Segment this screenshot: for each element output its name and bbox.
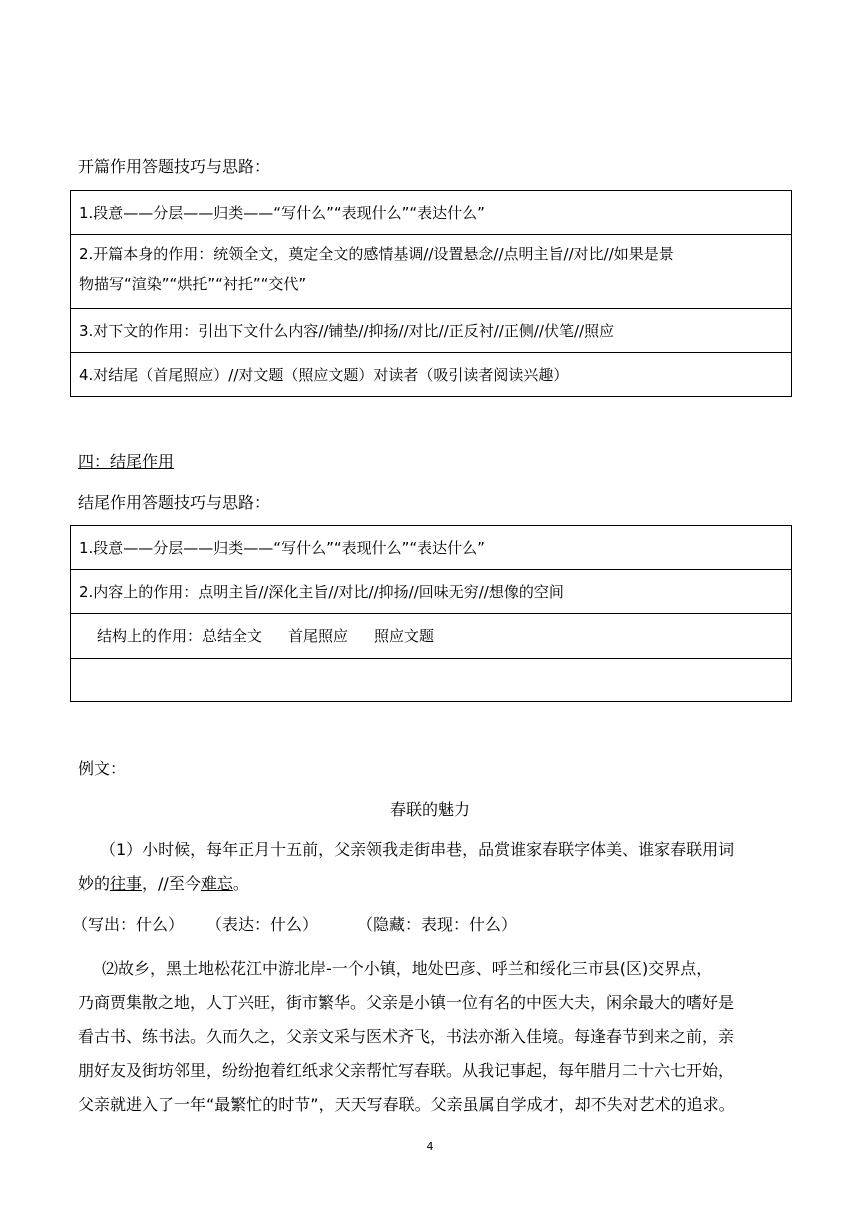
paragraph-line: 乃商贾集散之地，人丁兴旺，街市繁华。父亲是小镇一位有名的中医大夫，闲余最大的嗜好是 [78, 993, 735, 1012]
ending-table [70, 525, 792, 702]
paragraph-2 [78, 952, 794, 1122]
paragraph-line: （1）小时候，每年正月十五前，父亲领我走街串巷，品赏谁家春联字体美、谁家春联用词 [100, 840, 735, 859]
text-run: ，//至今 [142, 874, 201, 893]
essay-title: 春联的魅力 [389, 800, 470, 819]
table-row [71, 659, 791, 701]
ending-heading: 四：结尾作用 [78, 452, 175, 471]
annotation-express: （表达：什么） [206, 915, 319, 934]
underlined-text: 难忘 [200, 874, 233, 893]
annotation-hidden: （隐藏：表现：什么） [357, 915, 518, 934]
table-row [71, 570, 791, 614]
paragraph-line: 朋好友及街坊邻里，纷纷抱着红纸求父亲帮忙写春联。从我记事起，每年腊月二十六七开始， [78, 1061, 735, 1080]
paragraph-line: ⑵故乡，黑土地松花江中游北岸-一个小镇，地处巴彦、呼兰和绥化三市县(区)交界点， [102, 959, 713, 978]
table-cell: 1.段意——分层——归类——“写什么”“表现什么”“表达什么” [79, 539, 485, 557]
table-row [71, 353, 791, 396]
table-cell: 物描写“渲染”“烘托”“衬托”“交代” [79, 275, 307, 293]
opening-intro: 开篇作用答题技巧与思路： [78, 157, 271, 176]
table-cell: 4.对结尾（首尾照应）//对文题（照应文题）对读者（吸引读者阅读兴趣） [79, 366, 569, 384]
page-number: 4 [426, 1140, 434, 1153]
paragraph-line: 看古书、练书法。久而久之，父亲文采与医术齐飞，书法亦渐入佳境。每逢春节到来之前，亲 [78, 1027, 735, 1046]
table-cell: 2.开篇本身的作用：统领全文，奠定全文的感情基调//设置悬念//点明主旨//对比//如果是景 [79, 245, 674, 263]
text-run: 。 [232, 874, 249, 893]
table-cell: 3.对下文的作用：引出下文什么内容//铺垫//抑扬//对比//正反衬//正侧//伏笔//照应 [79, 322, 615, 340]
table-cell [97, 623, 434, 649]
opening-table [70, 190, 792, 397]
structure-effect-label: 结构上的作用：总结全文 [97, 627, 263, 645]
text-run: 妙的 [78, 874, 111, 893]
table-row [71, 191, 791, 235]
table-row [71, 235, 791, 309]
paragraph-line [78, 867, 794, 901]
ending-intro: 结尾作用答题技巧与思路： [78, 493, 271, 512]
example-label: 例文： [78, 759, 127, 778]
table-cell: 2.内容上的作用：点明主旨//深化主旨//对比//抑扬//回味无穷//想像的空间 [79, 583, 564, 601]
table-row [71, 614, 791, 659]
annotation-write: （写出：什么） [72, 915, 185, 934]
table-cell: 1.段意——分层——归类——“写什么”“表现什么”“表达什么” [79, 204, 485, 222]
table-row [71, 309, 791, 353]
underlined-text: 往事 [110, 874, 143, 893]
structure-effect-item: 首尾照应 [288, 627, 349, 645]
paragraph-1 [78, 833, 794, 901]
table-row [71, 526, 791, 570]
structure-effect-item: 照应文题 [374, 627, 435, 645]
paragraph-line: 父亲就进入了一年“最繁忙的时节”，天天写春联。父亲虽属自学成才，却不失对艺术的追求。 [78, 1095, 735, 1114]
